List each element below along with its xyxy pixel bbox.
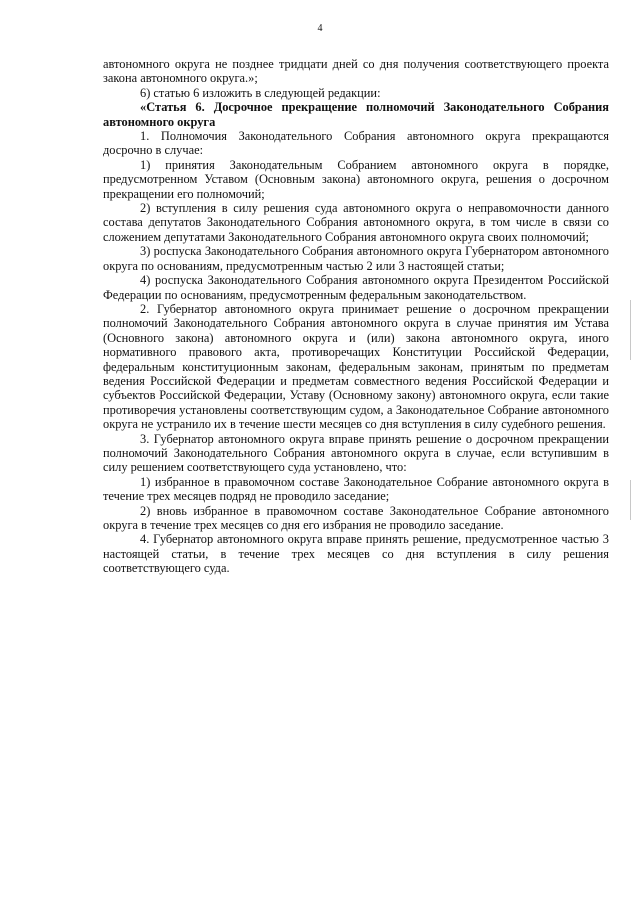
article-heading: «Статья 6. Досрочное прекращение полномочий Законодательного Собрания автономного округа [103, 100, 609, 129]
list-item: 1) избранное в правомочном составе Законодательное Собрание автономного округа в течение трех месяцев подряд не проводило заседание; [103, 474, 609, 504]
paragraph: 1. Полномочия Законодательного Собрания автономного округа прекращаются досрочно в случае: [103, 129, 609, 158]
paragraph: 3. Губернатор автономного округа вправе принять решение о досрочном прекращении полномочий Законодательного Собрания автономного округа в случае, если вступившим в силу решением соответствующего суда установлено, что: [103, 431, 609, 475]
scan-artifact-line [630, 480, 631, 520]
list-item: 3) роспуска Законодательного Собрания автономного округа Губернатором автономного округа по основаниям, предусмотренным частью 2 или 3 настоящей статьи; [103, 244, 609, 273]
paragraph: 4. Губернатор автономного округа вправе принять решение, предусмотренное частью 3 настоящей статьи, в течение трех месяцев со дня вступления в силу решения соответствующего суда. [103, 532, 609, 576]
list-item: 2) вновь избранное в правомочном составе Законодательное Собрание автономного округа в течение трех месяцев со дня его избрания не проводило заседание. [103, 503, 609, 532]
page-number: 4 [317, 23, 323, 34]
list-item: 2) вступления в силу решения суда автономного округа о неправомочности данного состава депутатов Законодательного Собрания автономного округа, в том числе в связи со сложением депутатами Законодательного Собрания автономного округа своих полномочий; [103, 201, 609, 244]
paragraph: автономного округа не позднее тридцати дней со дня получения соответствующего проекта закона автономного округа.»; [103, 57, 609, 86]
list-item: 4) роспуска Законодательного Собрания автономного округа Президентом Российской Федерации по основаниям, предусмотренным федеральным законодательством. [103, 273, 609, 302]
paragraph: 6) статью 6 изложить в следующей редакции: [140, 85, 381, 100]
list-item: 1) принятия Законодательным Собранием автономного округа в порядке, предусмотренном Уставом (Основным закона) автономного округа, решения о досрочном прекращении его полномочий; [103, 157, 609, 201]
document-body [103, 57, 609, 576]
scan-artifact-line [630, 300, 631, 360]
paragraph: 2. Губернатор автономного округа принимает решение о досрочном прекращении полномочий Законодательного Собрания автономного округа в случае принятия им Устава (Основного закона) автономного округа и (или) закона автономного округа, иного нормативного правового акта, противоречащих Конституции Российской Федерации, федеральным конституционным законам, федеральным законам, принятым по предметам ведения Российской Федерации и предметам совместного ведения Российской Федерации и субъектов Российской Федерации, Уставу (Основному закону) автономного округа, если такие противоречия установлены соответствующим судом, а Законодательное Собрание автономного округа не устранило их в течение шести месяцев со дня вступления в силу судебного решения. [103, 301, 609, 432]
